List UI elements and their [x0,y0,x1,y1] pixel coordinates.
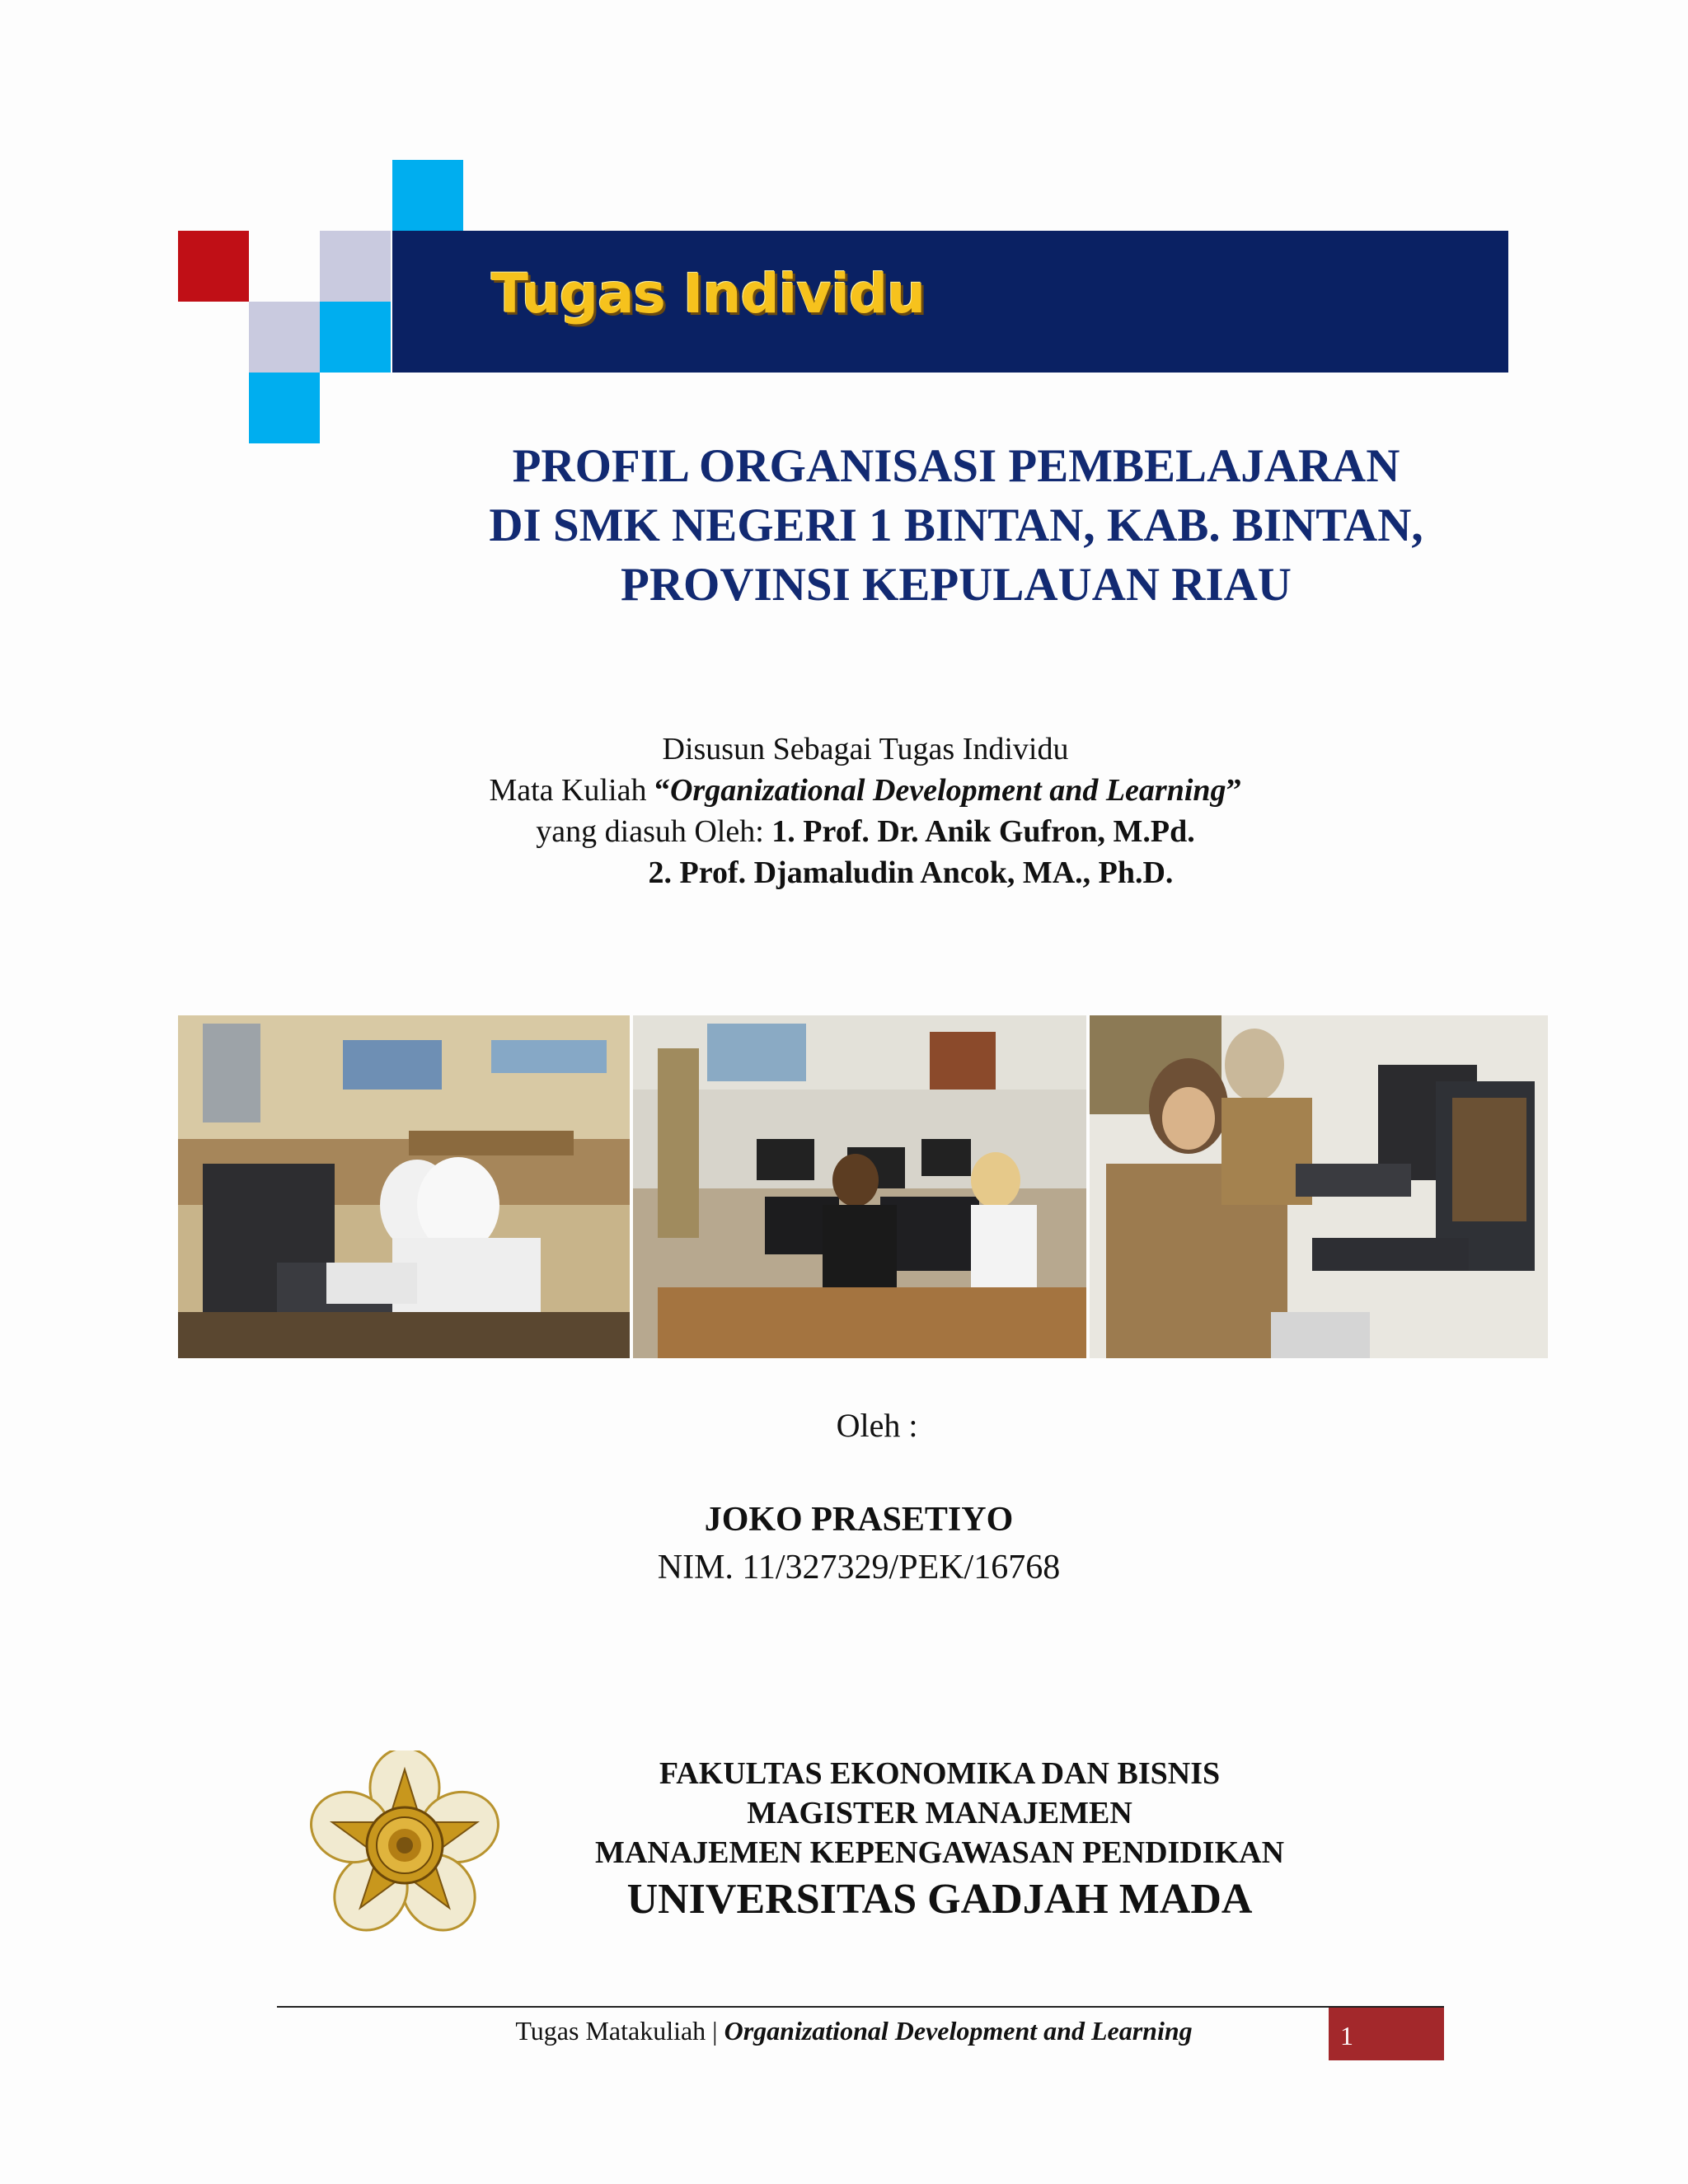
classroom-photo [178,1015,630,1358]
course-name: Organizational Development and Learning [669,773,1226,808]
by-label: Oleh : [836,1407,918,1444]
ugm-seal-icon [310,1750,499,1940]
lecturer-2: 2. Prof. Djamaludin Ancok, MA., Ph.D. [648,855,1174,890]
faculty-name: FAKULTAS EKONOMIKA DAN BISNIS [659,1756,1221,1791]
subtitle-block [330,729,1401,893]
footer [277,2016,1431,2046]
computer-lab-photo [633,1015,1086,1358]
decor-square-red [178,231,249,302]
document-title [346,437,1566,615]
title-line-3: PROVINSI KEPULAUAN RIAU [621,559,1292,611]
decor-square-cyan [249,373,320,443]
decor-square-cyan [392,160,463,231]
author-name: JOKO PRASETIYO [704,1501,1014,1539]
university-name: UNIVERSITAS GADJAH MADA [626,1876,1253,1923]
decor-square-lavender [320,231,391,302]
banner-title: Tugas Individu [491,262,926,326]
course-line: Mata Kuliah “Organizational Development and Learning” [489,773,1242,808]
title-line-2: DI SMK NEGERI 1 BINTAN, KAB. BINTAN, [489,499,1423,551]
footer-rule [277,2006,1444,2008]
lecturer-1: 1. Prof. Dr. Anik Gufron, M.Pd. [771,814,1195,849]
institution-block [495,1754,1385,1927]
decor-square-cyan [320,302,391,373]
decor-square-lavender [249,302,320,373]
audio-lab-photo [1090,1015,1548,1358]
author-nim: NIM. 11/327329/PEK/16768 [657,1549,1061,1586]
page-number: 1 [1340,2021,1353,2050]
footer-prefix: Tugas Matakuliah | [515,2016,724,2046]
program-name: MAGISTER MANAJEMEN [747,1796,1132,1830]
footer-course: Organizational Development and Learning [724,2016,1193,2046]
subtitle-line: Disusun Sebagai Tugas Individu [662,732,1069,766]
concentration-name: MANAJEMEN KEPENGAWASAN PENDIDIKAN [594,1835,1285,1870]
title-line-1: PROFIL ORGANISASI PEMBELAJARAN [512,440,1400,492]
lecturer-line: yang diasuh Oleh: 1. Prof. Dr. Anik Gufron, M.Pd. [536,814,1195,849]
